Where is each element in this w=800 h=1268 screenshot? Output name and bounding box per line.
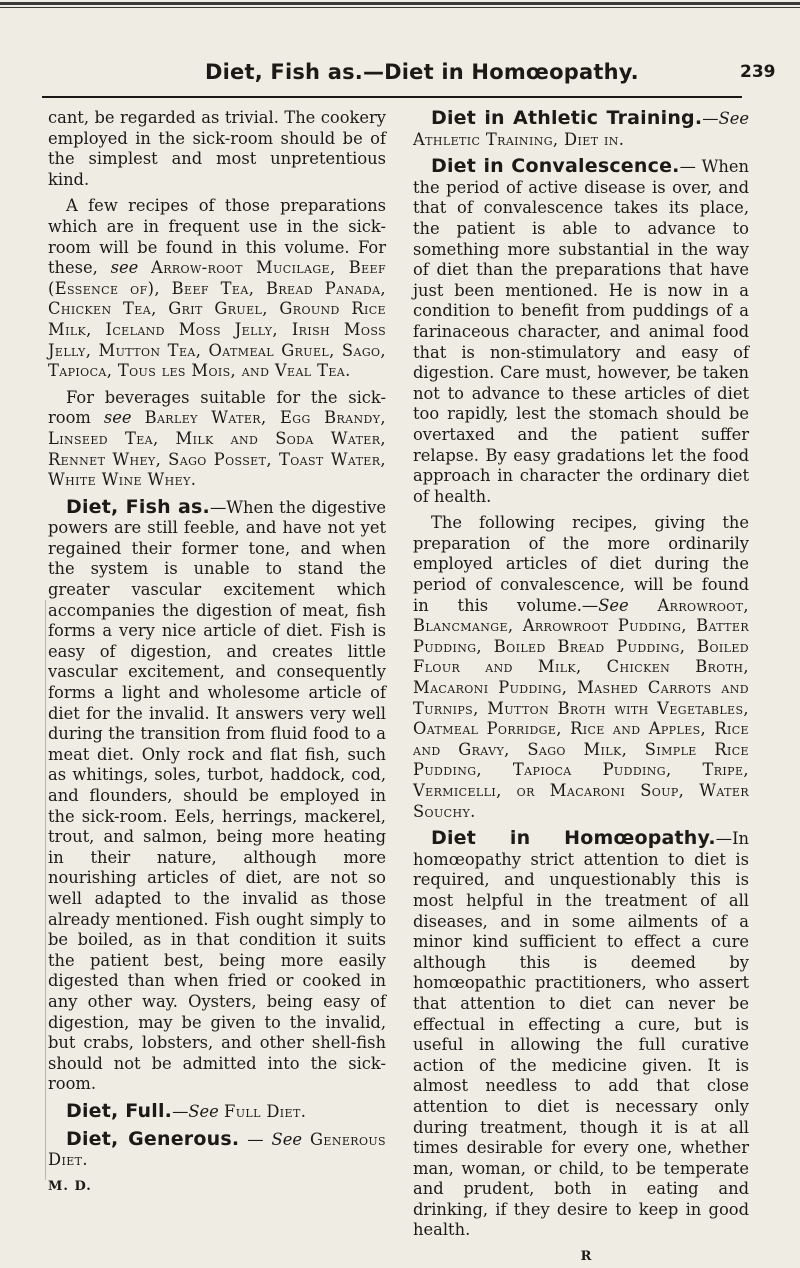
running-title: Diet, Fish as.—Diet in Homœopathy. bbox=[205, 60, 639, 84]
see-reference: see bbox=[110, 258, 139, 278]
entry-text: —In homœopathy strict attention to diet is required, and unquestionably this is most helpful in the treatment of all diseases, and in some ailments of a minor kind sufficient to effect a cure although this is deemed by homœopathic practitioners, who assert that attention to diet can never be effectual in effecting a cure, but is useful in allowing the full curative action of the medicine given. It is almost needless to add that close attention to diet is necessary only during treatment, though it is at all times desirable for every one, whether man, woman, or child, to be temperate and prudent, both in eating and drinking, if they desire to keep in good health. bbox=[413, 829, 749, 1240]
paragraph-text: cant, be regarded as trivial. The cookery employed in the sick-room should be of the simplest and most unpretentious kind. bbox=[48, 108, 386, 189]
dash: — bbox=[702, 109, 719, 128]
dash: — bbox=[239, 1129, 272, 1149]
see-reference: See bbox=[188, 1101, 219, 1121]
paragraph-sickroom-recipes bbox=[48, 196, 386, 381]
entry-diet-fish bbox=[48, 497, 386, 1095]
cross-reference-list: Arrow-root Mucilage, Beef (Essence of), Beef Tea, Bread Panada, Chicken Tea, Grit Gruel, Ground Rice Milk, Iceland Moss Jelly, Irish Moss Jelly, Mutton Tea, Oatmeal Gruel, Sago, Tapioca, Tous les Mois, and Veal Tea. bbox=[48, 258, 386, 381]
entry-heading: Diet, Full. bbox=[66, 1099, 173, 1122]
entry-text: —When the digestive powers are still feeble, and have not yet regained their former tone, and when the system is unable to stand the greater vascular excitement which accompanies the digestion of meat, fish forms a very nice article of diet. Fish is easy of digestion, and creates little vascular excitement, and consequently forms a light and wholesome article of diet for the invalid. It answers very well during the transition from fluid food to a meat diet. Only rock and flat fish, such as whitings, soles, turbot, haddock, cod, and flounders, should be employed in the sick-room. Eels, herrings, mackerel, trout, and salmon, being more heating in their nature, although more nourishing articles of diet, are not so well adapted to the invalid as those already mentioned. Fish ought simply to be boiled, as in that condition it suits the patient best, being more easily digested than when fried or cooked in any other way. Oysters, being easy of digestion, may be given to the invalid, but crabs, lobsters, and other shell-fish should not be admitted into the sick-room. bbox=[48, 497, 386, 1094]
see-reference: See bbox=[271, 1129, 302, 1149]
header-rule bbox=[42, 96, 742, 98]
paragraph-text: The following recipes, giving the preparation of the more ordinarily employed articles of diet during the period of convalescence, will be found in this volume.— bbox=[413, 513, 749, 615]
cross-reference: Generous Diet. bbox=[48, 1129, 386, 1170]
entry-convalescence bbox=[413, 156, 749, 507]
paragraph-convalescence-recipes bbox=[413, 513, 749, 822]
paragraph-beverages bbox=[48, 388, 386, 491]
paragraph-cookery bbox=[48, 108, 386, 190]
see-reference: See bbox=[718, 109, 749, 128]
paragraph-text: A few recipes of those preparations which are in frequent use in the sick-room will be found in this volume. For these, bbox=[48, 196, 386, 278]
entry-athletic-training bbox=[413, 108, 749, 150]
gutter-line bbox=[45, 600, 46, 1180]
cross-reference-list: Arrowroot, Blancmange, Arrowroot Pudding, Batter Pudding, Boiled Bread Pudding, Boiled Flour and Milk, Chicken Broth, Macaroni Pudding, Mashed Carrots and Turnips, Mutton Broth with Vegetables, Oatmeal Porridge, Rice and Apples, Rice and Gravy, Sago Milk, Simple Rice Pudding, Tapioca Pudding, Tripe, Vermicelli, or Macaroni Soup, Water Souchy. bbox=[413, 595, 749, 821]
entry-heading: Diet in Homœopathy. bbox=[431, 827, 716, 850]
entry-heading: Diet, Fish as. bbox=[66, 495, 210, 518]
cross-reference-list: Barley Water, Egg Brandy, Linseed Tea, Milk and Soda Water, Rennet Whey, Sago Posset, Toast Water, White Wine Whey. bbox=[48, 408, 386, 490]
left-column bbox=[48, 108, 386, 1197]
entry-diet-full bbox=[48, 1101, 386, 1123]
entry-heading: Diet in Athletic Training. bbox=[431, 107, 703, 129]
top-border-rule bbox=[0, 0, 800, 10]
entry-heading: Diet, Generous. bbox=[66, 1127, 240, 1150]
running-header bbox=[0, 58, 800, 92]
cross-reference: Athletic Training, Diet in. bbox=[413, 129, 625, 149]
see-reference: See bbox=[598, 595, 629, 615]
entry-diet-generous bbox=[48, 1129, 386, 1171]
dash: — bbox=[172, 1101, 189, 1121]
entry-homoeopathy bbox=[413, 828, 749, 1241]
see-reference: see bbox=[103, 408, 132, 428]
cross-reference: Full Diet. bbox=[224, 1101, 307, 1121]
author-signature: R bbox=[580, 1249, 592, 1265]
author-signature: M. D. bbox=[48, 1178, 92, 1194]
entry-heading: Diet in Convalescence. bbox=[431, 155, 680, 178]
right-column bbox=[413, 108, 749, 1268]
page-number: 239 bbox=[740, 62, 776, 82]
paragraph-text: For beverages suitable for the sick-room bbox=[48, 387, 386, 428]
entry-text: — When the period of active disease is over, and that of convalescence takes its place, the patient is able to advance to something more substantial in the way of diet than the preparations that have just been mentioned. He is now in a condition to benefit from puddings of a farinaceous character, and animal food that is non-stimulatory and easy of digestion. Care must, however, be taken not to advance to these articles of diet too rapidly, lest the stomach should be overtaxed and the patient suffer relapse. By easy gradations let the food approach in character the ordinary diet of health. bbox=[413, 157, 749, 506]
